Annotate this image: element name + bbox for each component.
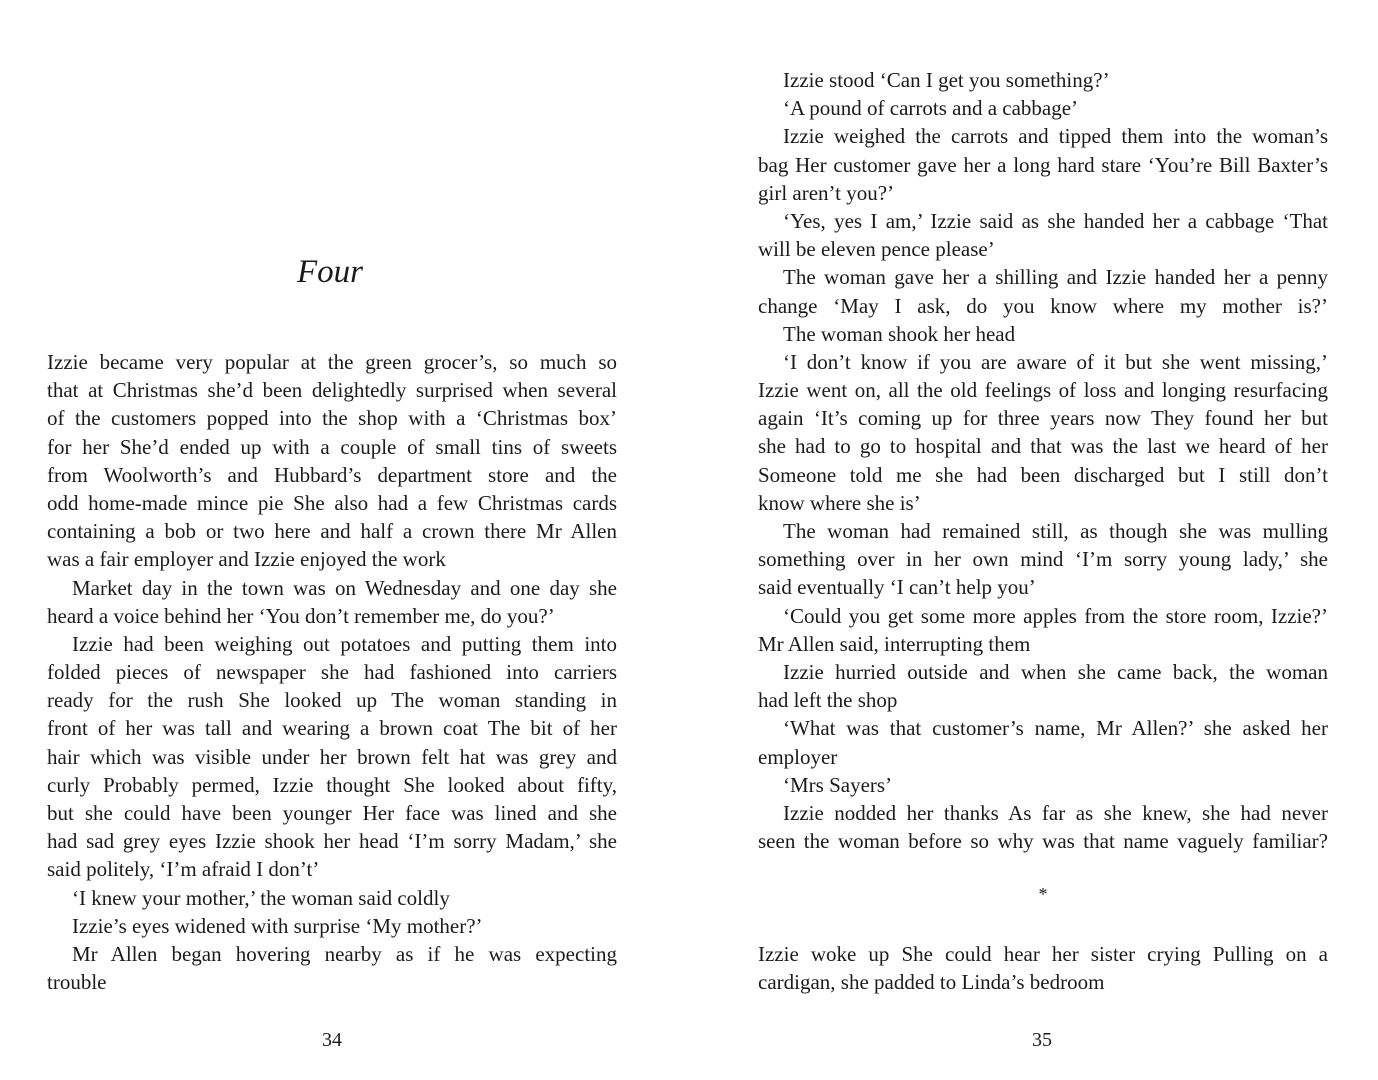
text-line: The woman had remained still, as though she was mulling [783,519,1328,543]
text-line: ‘Yes, yes I am,’ Izzie said as she handed her a cabbage ‘That [783,208,1328,233]
text-line: girl aren’t you?’ [758,180,895,205]
text-line: Izzie had been weighing out potatoes and putting them into [72,631,617,656]
left-body-text [47,348,617,996]
text-line: seen the woman before so why was that name vaguely familiar? [758,829,1328,854]
text-line: curly Probably permed, Izzie thought She looked about fifty, [47,772,617,797]
text-line: change ‘May I ask, do you know where my mother is?’ [758,293,1328,318]
text-line: said politely, ‘I’m afraid I don’t’ [47,857,320,882]
text-line: hair which was visible under her brown felt hat was grey and [47,744,617,769]
text-line: she had to go to hospital and that was the last we heard of her [758,434,1328,459]
text-line: for her She’d ended up with a couple of small tins of sweets [47,434,617,459]
text-line: employer [758,744,838,769]
text-line: Someone told me she had been discharged but I still don’t [758,462,1328,487]
text-line: The woman gave her a shilling and Izzie handed her a penny [783,265,1328,290]
page-number-left: 34 [322,1029,342,1051]
text-line: Izzie’s eyes widened with surprise ‘My mother?’ [72,913,483,938]
text-line: Izzie became very popular at the green grocer’s, so much so [47,350,617,374]
text-line: Izzie weighed the carrots and tipped them into the woman’s [783,124,1328,149]
text-line: containing a bob or two here and half a crown there Mr Allen [47,519,617,544]
text-line: cardigan, she padded to Linda’s bedroom [758,970,1105,995]
text-line: ready for the rush She looked up The woman standing in [47,688,617,713]
text-line: trouble [47,970,107,995]
text-line: The woman shook her head [783,321,1016,346]
text-line: ‘What was that customer’s name, Mr Allen?’ she asked her [783,716,1328,741]
text-line: ‘Mrs Sayers’ [783,772,893,797]
text-line: of the customers popped into the shop with a ‘Christmas box’ [47,406,617,431]
text-line: ‘I don’t know if you are aware of it but she went missing,’ [783,349,1328,374]
text-line: will be eleven pence please’ [758,237,995,262]
page-number-right: 35 [1032,1029,1052,1051]
text-line: said eventually ‘I can’t help you’ [758,575,1036,600]
text-line: ‘I knew your mother,’ the woman said coldly [72,885,450,910]
text-line: Izzie went on, all the old feelings of loss and longing resurfacing [758,378,1328,403]
right-body-text-after-break [758,940,1328,996]
text-line: again ‘It’s coming up for three years now They found her but [758,406,1328,431]
text-line: folded pieces of newspaper she had fashioned into carriers [47,660,617,685]
text-line: but she could have been younger Her face was lined and she [47,801,617,825]
text-line: was a fair employer and Izzie enjoyed the work [47,547,446,572]
text-line: had left the shop [758,688,898,713]
text-line: that at Christmas she’d been delightedly surprised when several [47,378,617,403]
text-line: Mr Allen said, interrupting them [758,631,1031,656]
text-line: Izzie hurried outside and when she came back, the woman [783,659,1328,684]
text-line: heard a voice behind her ‘You don’t remember me, do you?’ [47,603,555,628]
text-line: Izzie stood ‘Can I get you something?’ [783,68,1110,92]
text-line: know where she is’ [758,490,921,515]
text-line: odd home-made mince pie She also had a few Christmas cards [47,490,617,515]
text-line: Mr Allen began hovering nearby as if he was expecting [72,941,617,966]
text-line: had sad grey eyes Izzie shook her head ‘I’m sorry Madam,’ she [47,829,617,854]
text-line: ‘A pound of carrots and a cabbage’ [783,96,1079,121]
text-line: Market day in the town was on Wednesday and one day she [72,575,617,600]
right-page [689,0,1378,1080]
text-line: ‘Could you get some more apples from the store room, Izzie?’ [783,603,1328,628]
text-line: bag Her customer gave her a long hard stare ‘You’re Bill Baxter’s [758,152,1328,177]
text-line: from Woolworth’s and Hubbard’s department store and the [47,462,617,487]
text-line: something over in her own mind ‘I’m sorry young lady,’ she [758,547,1328,572]
scene-break: * [1038,884,1048,904]
text-line: Izzie nodded her thanks As far as she knew, she had never [783,800,1328,825]
chapter-title: Four [297,254,363,290]
text-line: front of her was tall and wearing a brown coat The bit of her [47,716,617,741]
text-line: Izzie woke up She could hear her sister crying Pulling on a [758,942,1328,966]
right-body-text [758,66,1328,855]
